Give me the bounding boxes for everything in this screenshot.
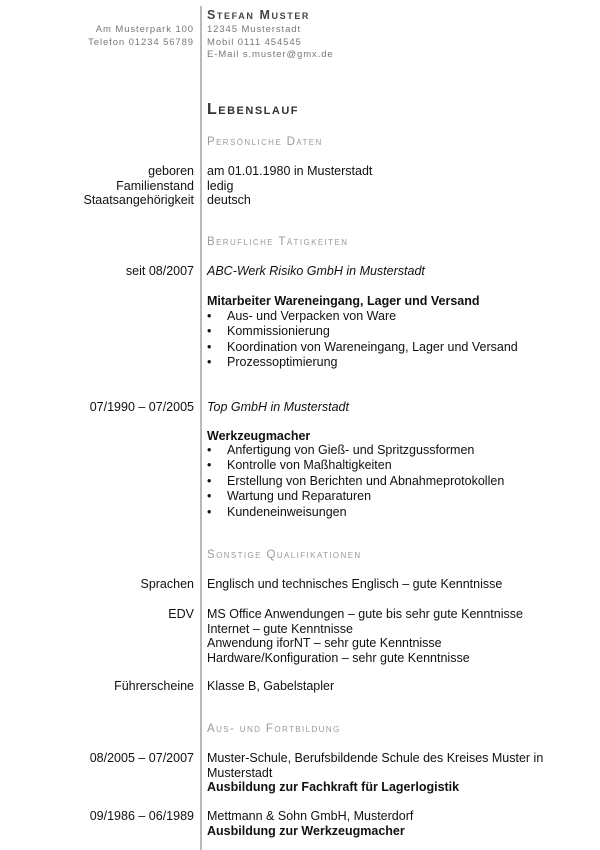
value-languages: Englisch und technisches Englisch – gute Kenntnisse — [207, 577, 503, 591]
edv-line: Internet – gute Kenntnisse — [207, 621, 353, 636]
education-period: 08/2005 – 07/2007 — [89, 751, 194, 765]
label-license: Führerscheine — [114, 679, 194, 693]
city: 12345 Musterstadt — [207, 24, 301, 35]
list-item: • Koordination von Wareneingang, Lager und Versand — [207, 340, 518, 355]
section-heading-personal: Persönliche Daten — [207, 136, 323, 148]
job-company: ABC-Werk Risiko GmbH in Musterstadt — [207, 264, 425, 278]
value-birth: am 01.01.1980 in Musterstadt — [207, 164, 373, 178]
list-item: • Anfertigung von Gieß- und Spritzgussformen — [207, 443, 504, 458]
list-item: • Aus- und Verpacken von Ware — [207, 309, 518, 324]
education-school: Muster-Schule, Berufsbildende Schule des Kreises Muster in Musterstadt — [207, 751, 544, 780]
contact-left — [88, 24, 194, 49]
applicant-name: Stefan Muster — [207, 8, 311, 22]
contact-right — [207, 24, 334, 62]
education-entry — [207, 809, 557, 838]
education-entry — [207, 751, 557, 795]
education-period: 09/1986 – 06/1989 — [89, 809, 194, 823]
label-birth: geboren — [148, 164, 194, 178]
job-position: Mitarbeiter Wareneingang, Lager und Versand — [207, 294, 480, 308]
job-position: Werkzeugmacher — [207, 429, 311, 443]
label-marital-status: Familienstand — [116, 178, 194, 193]
value-marital-status: ledig — [207, 178, 234, 193]
edv-line: MS Office Anwendungen – gute bis sehr gute Kenntnisse — [207, 607, 523, 621]
list-item: • Prozessoptimierung — [207, 355, 518, 370]
list-item: • Kommissionierung — [207, 324, 518, 339]
value-nationality: deutsch — [207, 193, 251, 207]
email-address: E-Mail s.muster@gmx.de — [207, 49, 334, 60]
section-heading-qualifications: Sonstige Qualifikationen — [207, 549, 362, 561]
job-company: Top GmbH in Musterstadt — [207, 400, 349, 414]
edv-line: Hardware/Konfiguration – sehr gute Kenntnisse — [207, 650, 470, 665]
mobile-number: Mobil 0111 454545 — [207, 36, 302, 48]
job-task-list — [207, 443, 504, 520]
list-item: • Erstellung von Berichten und Abnahmeprotokollen — [207, 474, 504, 489]
job-period: seit 08/2007 — [125, 264, 194, 278]
list-item: • Kontrolle von Maßhaltigkeiten — [207, 458, 504, 473]
edv-line: Anwendung iforNT – sehr gute Kenntnisse — [207, 636, 442, 650]
education-school: Mettmann & Sohn GmbH, Musterdorf — [207, 809, 414, 823]
label-languages: Sprachen — [140, 577, 194, 591]
education-degree: Ausbildung zur Werkzeugmacher — [207, 823, 405, 838]
section-heading-career: Berufliche Tätigkeiten — [207, 236, 349, 248]
document-title: Lebenslauf — [207, 101, 299, 118]
job-task-list — [207, 309, 518, 371]
vertical-divider — [200, 6, 202, 850]
education-degree: Ausbildung zur Fachkraft für Lagerlogistik — [207, 780, 460, 794]
label-edv: EDV — [168, 607, 194, 621]
list-item: • Wartung und Reparaturen — [207, 489, 504, 504]
label-nationality: Staatsangehörigkeit — [83, 193, 194, 207]
phone-number: Telefon 01234 56789 — [88, 36, 194, 48]
job-period: 07/1990 – 07/2005 — [89, 400, 194, 414]
street-address: Am Musterpark 100 — [95, 24, 194, 35]
section-heading-education: Aus- und Fortbildung — [207, 723, 341, 735]
value-license: Klasse B, Gabelstapler — [207, 679, 335, 693]
value-edv — [207, 607, 567, 665]
list-item: • Kundeneinweisungen — [207, 505, 504, 520]
